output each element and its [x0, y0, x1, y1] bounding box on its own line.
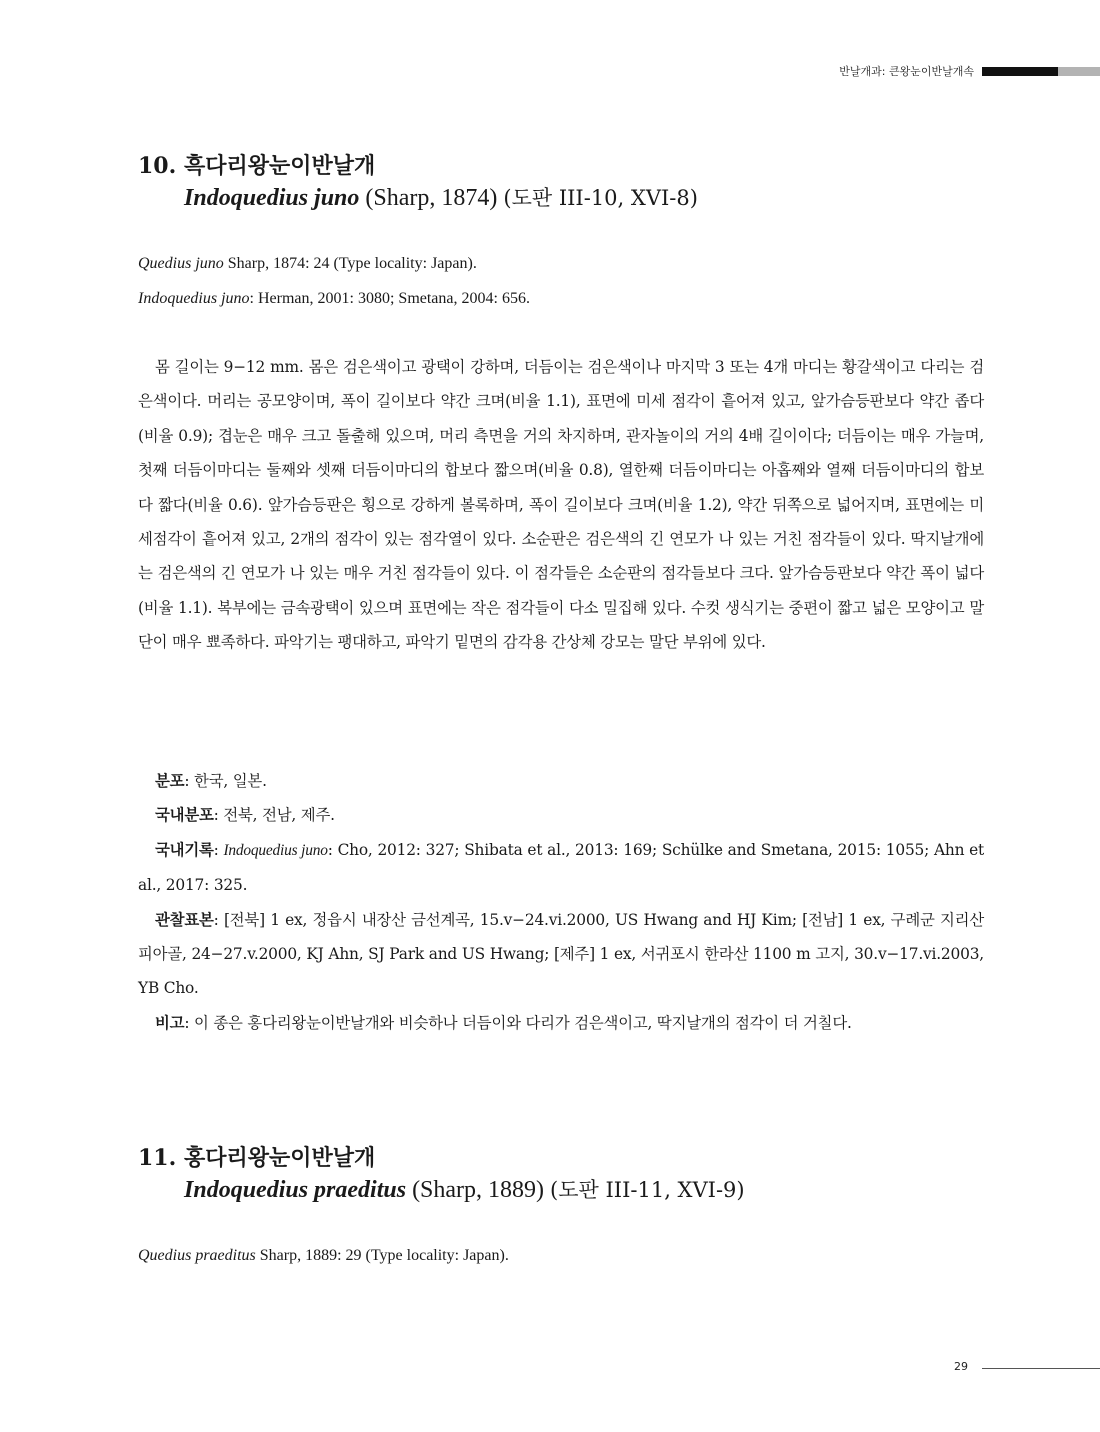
species-heading-10: [138, 150, 988, 214]
korean-name: 흑다리왕눈이반날개: [184, 153, 376, 179]
synonym-entry: Quedius praeditus Sharp, 1889: 29 (Type locality: Japan).: [138, 1247, 509, 1264]
synonym-list-10: [138, 253, 988, 310]
species-author: (Sharp, 1874): [365, 185, 498, 211]
synonym-list-11: [138, 1245, 988, 1267]
running-title: 반날개과: 큰왕눈이반날개속: [839, 65, 974, 78]
domestic-records: 국내기록: Indoquedius juno: Cho, 2012: 327; Shibata et al., 2013: 169; Schülke and Smetana, 2015: 1055; Ahn et al., 2017: 325.: [138, 840, 985, 895]
plate-reference: (도판 III-10, XVI-8): [503, 186, 698, 210]
page-number: 29: [954, 1360, 968, 1373]
synonym-entry: Indoquedius juno: Herman, 2001: 3080; Smetana, 2004: 656.: [138, 290, 530, 307]
plate-reference: (도판 III-11, XVI-9): [550, 1178, 745, 1202]
korean-name: 홍다리왕눈이반날개: [184, 1145, 376, 1171]
species-scientific-line: [138, 182, 988, 214]
species-number: 10.: [138, 153, 177, 179]
species-title: [138, 1142, 988, 1174]
domestic-distribution: 국내분포: 전북, 전남, 제주.: [155, 806, 335, 825]
header-bar-gray: [1058, 67, 1100, 76]
species-scientific-line: [138, 1174, 988, 1206]
running-header: [0, 64, 1100, 80]
species-title: [138, 150, 988, 182]
scientific-name: Indoquedius praeditus: [184, 1177, 407, 1203]
header-bar-black: [982, 67, 1058, 76]
species-number: 11.: [138, 1145, 177, 1171]
synonym-entry: Quedius juno Sharp, 1874: 24 (Type locality: Japan).: [138, 255, 477, 272]
distribution: 분포: 한국, 일본.: [155, 772, 267, 790]
species-author: (Sharp, 1889): [412, 1177, 545, 1203]
scientific-name: Indoquedius juno: [184, 185, 360, 211]
remarks: 비고: 이 종은 홍다리왕눈이반날개와 비슷하나 더듬이와 다리가 검은색이고, 딱지날개의 점각이 더 거칠다.: [155, 1013, 852, 1032]
footer-rule: [982, 1368, 1100, 1369]
examined-specimens: 관찰표본: [전북] 1 ex, 정읍시 내장산 금선계곡, 15.v−24.vi.2000, US Hwang and HJ Kim; [전남] 1 ex, 구례군 지리산 피아골, 24−27.v.2000, KJ Ahn, SJ Park and US Hwang; [제주] 1 ex, 서귀포시 한라산 1100 m 고지, 30.v−17.vi.2003, YB Cho.: [138, 910, 984, 998]
species-info-block: [138, 764, 984, 1040]
species-description: 몸 길이는 9−12 mm. 몸은 검은색이고 광택이 강하며, 더듬이는 검은색이나 마지막 3 또는 4개 마디는 황갈색이고 다리는 검은색이다. 머리는 공모양이며, 폭이 길이보다 약간 크며(비율 1.1), 표면에 미세 점각이 흩어져 있고, 앞가슴등판보다 약간 좁다(비율 0.9); 겹눈은 매우 크고 돌출해 있으며, 머리 측면을 거의 차지하며, 관자놀이의 거의 4배 길이이다; 더듬이는 매우 가늘며, 첫째 더듬이마디는 둘째와 셋째 더듬이마디의 합보다 짧으며(비율 0.8), 열한째 더듬이마디는 아홉째와 열째 더듬이마디의 합보다 짧다(비율 0.6). 앞가슴등판은 횡으로 강하게 볼록하며, 폭이 길이보다 크며(비율 1.2), 약간 뒤쪽으로 넓어지며, 표면에는 미세점각이 흩어져 있고, 2개의 점각이 있는 점각열이 있다. 소순판은 검은색의 긴 연모가 나 있는 거친 점각들이 있다. 딱지날개에는 검은색의 긴 연모가 나 있는 매우 거친 점각들이 있다. 이 점각들은 소순판의 점각들보다 크다. 앞가슴등판보다 약간 폭이 넓다(비율 1.1). 복부에는 금속광택이 있으며 표면에는 작은 점각들이 다소 밀집해 있다. 수컷 생식기는 중편이 짧고 넓은 모양이고 말단이 매우 뾰족하다. 파악기는 팽대하고, 파악기 밑면의 감각용 간상체 강모는 말단 부위에 있다.: [138, 358, 984, 652]
species-heading-11: [138, 1142, 988, 1206]
